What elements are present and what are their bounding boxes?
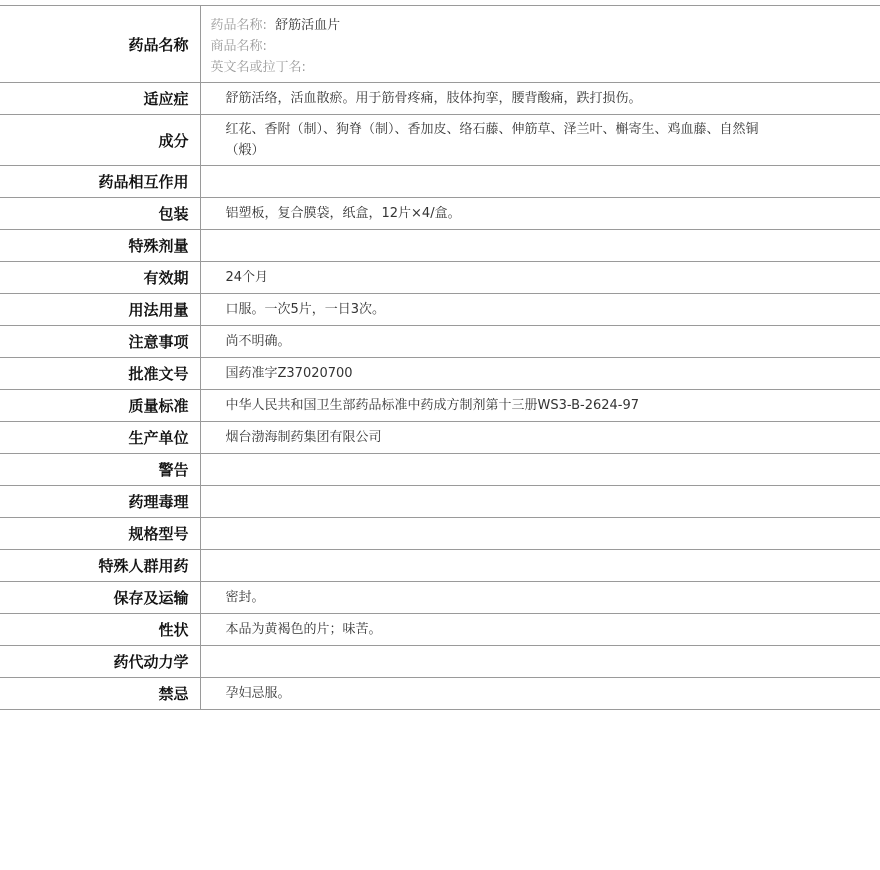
table-row [0,678,880,710]
row-value: 口服。一次5片，一日3次。 [200,294,880,326]
drug-spec-section [0,5,880,710]
trade-name-line [211,36,791,57]
row-label: 药理毒理 [0,486,200,518]
row-label: 包装 [0,198,200,230]
field-value: 舒筋活血片 [275,18,341,33]
row-value: 中华人民共和国卫生部药品标准中药成方制剂第十三册WS3-B-2624-97 [200,390,880,422]
row-value: 密封。 [200,582,880,614]
row-label: 保存及运输 [0,582,200,614]
table-row [0,454,880,486]
row-label: 特殊剂量 [0,230,200,262]
row-label: 成分 [0,115,200,166]
row-value [200,230,880,262]
table-row [0,326,880,358]
table-row [0,518,880,550]
row-label: 药品相互作用 [0,166,200,198]
row-label: 规格型号 [0,518,200,550]
row-value: 孕妇忌服。 [200,678,880,710]
row-value [200,646,880,678]
table-row [0,115,880,166]
row-label: 生产单位 [0,422,200,454]
table-row [0,166,880,198]
table-row [0,390,880,422]
drug-spec-table [0,5,880,710]
row-label: 特殊人群用药 [0,550,200,582]
table-row [0,294,880,326]
row-value: 红花、香附（制）、狗脊（制）、香加皮、络石藤、伸筋草、泽兰叶、槲寄生、鸡血藤、自然铜（煅） [200,115,880,166]
table-row [0,582,880,614]
field-key: 英文名或拉丁名: [210,60,306,75]
table-row-drug-name [0,6,880,83]
table-row [0,486,880,518]
row-value: 24个月 [200,262,880,294]
row-value [200,518,880,550]
row-label: 批准文号 [0,358,200,390]
table-row [0,262,880,294]
row-value: 尚不明确。 [200,326,880,358]
row-label: 警告 [0,454,200,486]
table-row [0,230,880,262]
table-row [0,550,880,582]
row-label: 有效期 [0,262,200,294]
row-label: 用法用量 [0,294,200,326]
row-value [200,486,880,518]
table-row [0,614,880,646]
table-row [0,198,880,230]
row-label: 质量标准 [0,390,200,422]
row-value: 本品为黄褐色的片；味苦。 [200,614,880,646]
row-value [200,166,880,198]
table-row [0,358,880,390]
row-label: 适应症 [0,83,200,115]
table-row [0,646,880,678]
drug-name-line [211,15,791,36]
drug-name-cell [200,6,880,83]
row-value: 国药准字Z37020700 [200,358,880,390]
field-key: 商品名称: [210,39,267,54]
row-label: 药代动力学 [0,646,200,678]
row-value: 烟台渤海制药集团有限公司 [200,422,880,454]
table-row [0,422,880,454]
row-label: 性状 [0,614,200,646]
row-label: 药品名称 [0,6,200,83]
table-row [0,83,880,115]
row-value: 铝塑板，复合膜袋，纸盒，12片×4/盒。 [200,198,880,230]
english-name-line [211,57,791,78]
field-key: 药品名称: [210,18,267,33]
row-value [200,550,880,582]
row-value: 舒筋活络，活血散瘀。用于筋骨疼痛，肢体拘挛，腰背酸痛，跌打损伤。 [200,83,880,115]
row-label: 禁忌 [0,678,200,710]
row-label: 注意事项 [0,326,200,358]
row-value [200,454,880,486]
